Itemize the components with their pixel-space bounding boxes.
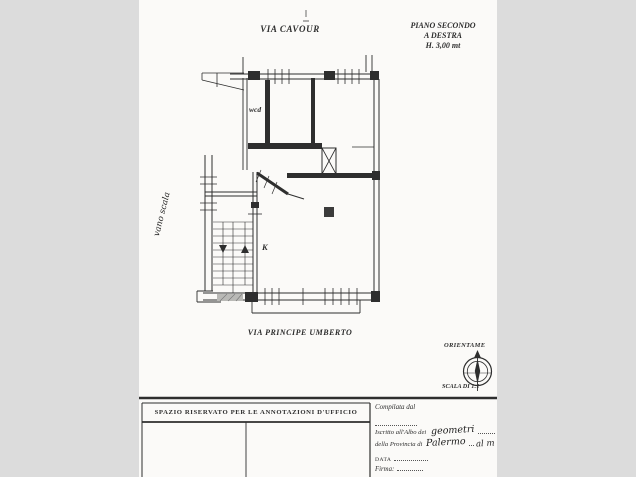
orientation-title: ORIENTAME (444, 342, 486, 349)
form-province-label: della Provincia di (375, 441, 423, 448)
office-form (372, 400, 497, 477)
kitchen-label: K (262, 242, 268, 252)
floor-info-line1: PIANO SECONDO (410, 21, 476, 30)
form-compiled-label: Compilata dal (375, 403, 416, 411)
dotted-leader (375, 417, 417, 426)
scale-label: SCALA DI 1:1 (442, 383, 480, 390)
street-label-top: VIA CAVOUR (260, 24, 320, 34)
form-date-label: DATA (375, 457, 392, 463)
floor-info-line3: H. 3,00 mt (425, 41, 461, 50)
dotted-leader (397, 463, 423, 471)
street-label-bottom: VIA PRINCIPE UMBERTO (247, 328, 353, 337)
dotted-leader (478, 426, 495, 434)
floor-info (400, 21, 486, 51)
annotations-header: SPAZIO RISERVATO PER LE ANNOTAZIONI D'UFFICIO (154, 409, 358, 416)
form-enrollment-value: geometri (430, 423, 475, 438)
form-signature-label: Firma: (375, 466, 395, 473)
stair-handwriting: vano scala (152, 191, 173, 238)
form-province-suffix: al m (476, 438, 496, 450)
form-enrollment-label: Iscritto all'Albo dei (375, 429, 427, 436)
dotted-leader (469, 438, 475, 446)
floor-info-line2: A DESTRA (423, 31, 462, 40)
floor-plan-lines (197, 10, 380, 313)
dotted-leader (394, 453, 428, 461)
form-province-value: Palermo (426, 435, 467, 450)
wc-label: wcd (249, 105, 262, 114)
